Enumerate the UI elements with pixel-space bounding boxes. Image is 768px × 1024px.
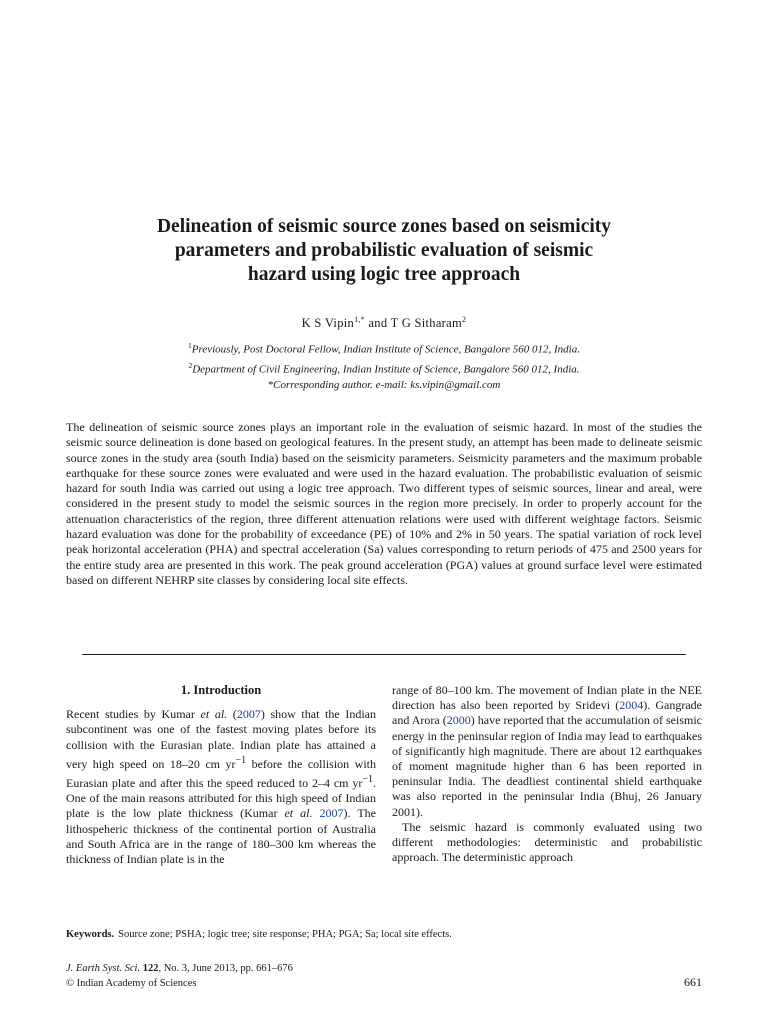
citation-link[interactable]: 2004 [619,698,644,713]
left-column [66,683,376,867]
corresponding-author: *Corresponding author. e-mail: ks.vipin@gmail.com [267,379,501,392]
section-divider [82,654,686,655]
body-paragraph: range of 80–100 km. The movement of Indian plate in the NEE direction has also been reported by Sridevi (2004). Gangrade and Arora (2000) have reported that the accumulation of seismic energy in the peninsular region of India may lead to earthquakes of significantly high magnitude. There are about 12 earthquakes of moment magnitude higher than 6 has been reported in peninsular India. The deadliest continental shield earthquake was also reported in the peninsular India (Bhuj, 26 January 2001). [392,683,702,819]
author-affiliation-mark: 1,* [354,315,365,324]
affiliation-line: $^1$Previously, Post Doctoral Fellow, Indian Institute of Science, Bangalore 560 012, India. [188,341,580,356]
author-name: T G Sitharam [390,316,463,331]
citation-link[interactable]: 2000 [446,713,471,728]
body-paragraph: The seismic hazard is commonly evaluated using two different methodologies: deterministic and probabilistic approach. The deterministic approach [392,819,702,865]
journal-footer [66,961,293,991]
keywords [66,929,452,940]
title-line-1: Delineation of seismic source zones based on seismicity [156,216,612,237]
affiliation-mark: 2 [188,360,193,370]
author-list [0,315,768,331]
author-conjunction: and [368,316,388,331]
page-number: 661 [684,975,702,989]
copyright-notice: © Indian Academy of Sciences [66,978,197,989]
author-affiliation-mark: 2 [462,315,467,324]
keywords-label: Keywords. [66,929,115,940]
citation-link[interactable]: 2007 [319,806,344,821]
right-column [392,683,702,865]
title-line-2: parameters and probabilistic evaluation of seismic [174,240,594,261]
body-paragraph: Recent studies by Kumar et al. (2007) show that the Indian subcontinent was one of the fastest moving plates before its collision with the Eurasian plate. Indian plate has attained a very high speed on 18–20 cm $yr^{-1}$ before the collision with Eurasian plate and after this the speed reduced to 2–4 cm $yr^{-1}$. One of the main reasons attributed for this high speed of Indian plate is the low plate thickness (Kumar et al. 2007). The lithospeheric thickness of the continental portion of Australia and South Africa are in the range of 180–300 km whereas the thickness of Indian plate is in the [66,707,377,867]
title-line-3: hazard using logic tree approach [247,264,521,285]
citation-link[interactable]: 2007 [236,707,261,722]
affiliations [0,338,768,393]
author-name: K S Vipin [301,316,355,331]
keywords-text: Source zone; PSHA; logic tree; site response; PHA; PGA; Sa; local site effects. [118,929,452,940]
affiliation-mark: 1 [188,341,192,350]
journal-citation: J. Earth Syst. Sci. 122, No. 3, June 2013, pp. 661–676 [66,963,293,974]
affiliation-line: $^2$Department of Civil Engineering, Indian Institute of Science, Bangalore 560 012, India. [188,360,580,376]
paper-title [60,215,708,287]
abstract: The delineation of seismic source zones plays an important role in the evaluation of seismic hazard. In most of the studies the seismic source delineation is done based on geological features. In the present study, an attempt has been made to delineate seismic source zones in the study area (south India) based on the seismicity parameters. Seismicity parameters and the maximum probable earthquake for these source zones were evaluated and were used in the hazard evaluation. The probabilistic evaluation of seismic hazard for south India was carried out using a logic tree approach. Two different types of seismic sources, linear and areal, were considered in the present study to model the seismic sources in the region more precisely. In order to properly account for the attenuation characteristics of the region, three different attenuation relations were used with different weightage factors. Seismic hazard evaluation was done for the probability of exceedance (PE) of 10% and 2% in 50 years. The spatial variation of rock level peak horizontal acceleration (PHA) and spectral acceleration (Sa) values corresponding to return periods of 475 and 2500 years for the entire study area are presented in this work. The peak ground acceleration (PGA) values at ground surface level were estimated based on different NEHRP site classes by considering local site effects. [66,420,702,587]
section-heading: 1. Introduction [180,683,262,697]
